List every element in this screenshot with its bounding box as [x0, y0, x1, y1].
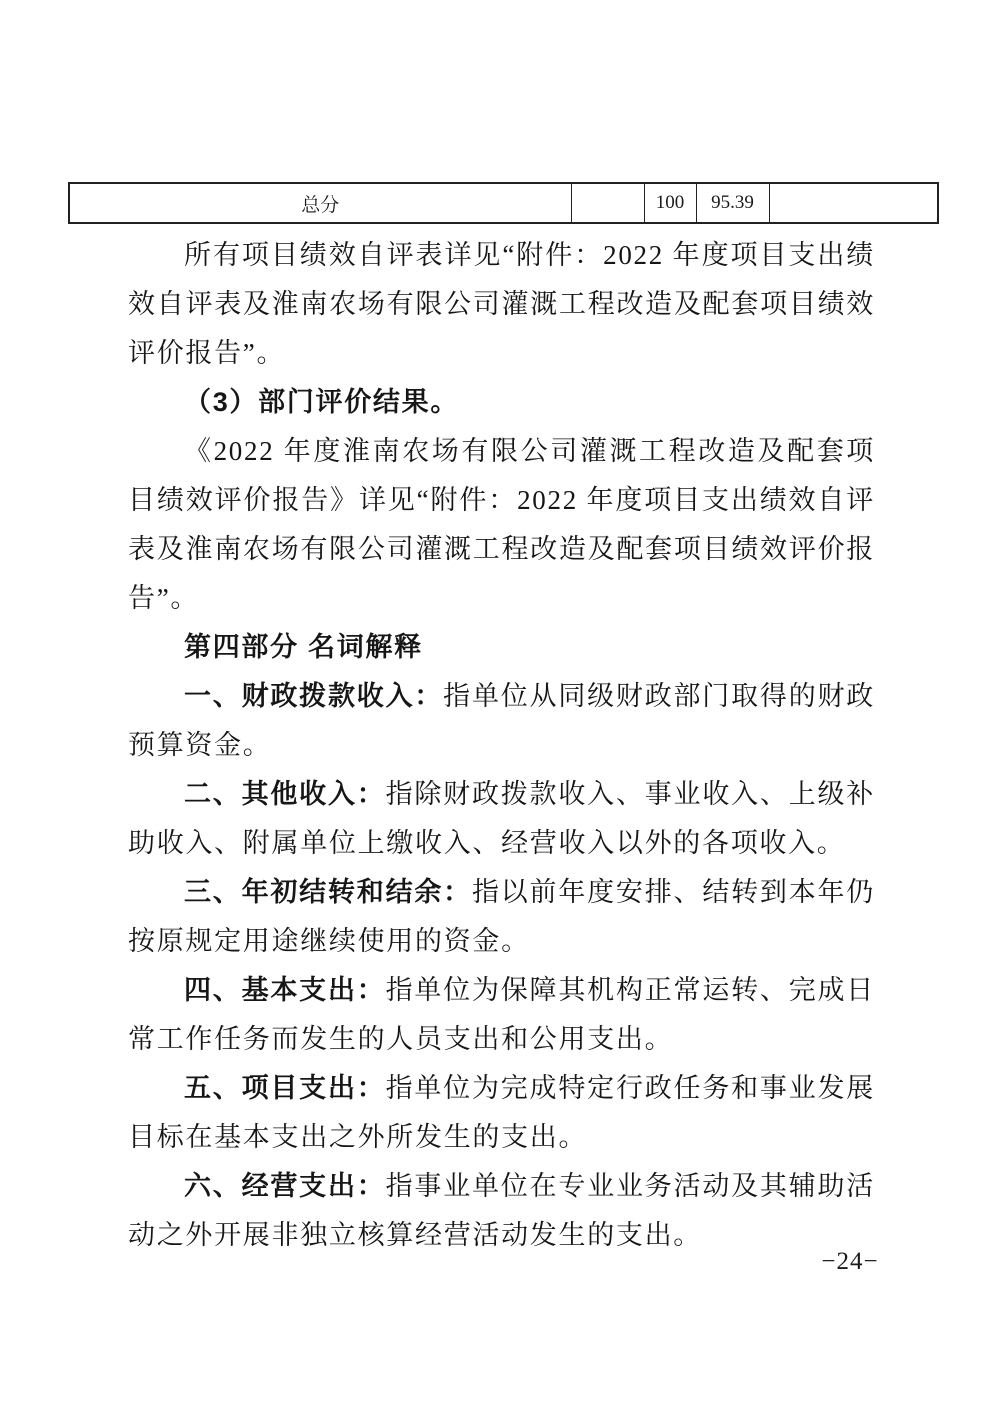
term-lead-3: 三、年初结转和结余：: [184, 877, 472, 907]
term-definition-1: [128, 672, 875, 770]
score-value-cell: 95.39: [696, 183, 769, 223]
term-lead-5: 五、项目支出：: [184, 1073, 386, 1103]
term-lead-4: 四、基本支出：: [184, 975, 386, 1005]
term-lead-2: 二、其他收入：: [184, 779, 386, 809]
term-definition-2: [128, 770, 875, 868]
max-score-cell: 100: [644, 183, 696, 223]
term-lead-6: 六、经营支出：: [184, 1171, 386, 1201]
paragraph-dept-report: 《2022 年度淮南农场有限公司灌溉工程改造及配套项目绩效评价报告》详见“附件：2022 年度项目支出绩效自评表及淮南农场有限公司灌溉工程改造及配套项目绩效评价报告”。: [128, 436, 875, 613]
heading-dept-eval-result: （3）部门评价结果。: [184, 387, 460, 417]
term-definition-5: [128, 1064, 875, 1162]
empty-cell-2: [769, 183, 938, 223]
term-lead-1: 一、财政拨款收入：: [184, 681, 444, 711]
table-row: [69, 183, 938, 223]
total-score-label-cell: 总分: [69, 183, 571, 223]
paragraph-attachment-note: 所有项目绩效自评表详见“附件：2022 年度项目支出绩效自评表及淮南农场有限公司灌溉工程改造及配套项目绩效评价报告”。: [128, 240, 875, 368]
term-definition-3: [128, 868, 875, 966]
page-number: −24−: [821, 1248, 879, 1275]
term-body-4: 指单位为保障其机构正常运转、完成日常工作任务而发生的人员支出和公用支出。: [128, 975, 875, 1054]
term-body-3: 指以前年度安排、结转到本年仍按原规定用途继续使用的资金。: [128, 877, 875, 956]
empty-cell-1: [571, 183, 644, 223]
heading-part4-terms: 第四部分 名词解释: [184, 632, 423, 662]
score-table: [68, 182, 939, 224]
term-definition-4: [128, 966, 875, 1064]
term-body-5: 指单位为完成特定行政任务和事业发展目标在基本支出之外所发生的支出。: [128, 1073, 875, 1152]
term-body-2: 指除财政拨款收入、事业收入、上级补助收入、附属单位上缴收入、经营收入以外的各项收入。: [128, 779, 875, 858]
term-body-1: 指单位从同级财政部门取得的财政预算资金。: [128, 681, 875, 760]
document-body: [128, 231, 875, 1260]
term-body-6: 指事业单位在专业业务活动及其辅助活动之外开展非独立核算经营活动发生的支出。: [128, 1171, 875, 1250]
term-definition-6: [128, 1162, 875, 1260]
